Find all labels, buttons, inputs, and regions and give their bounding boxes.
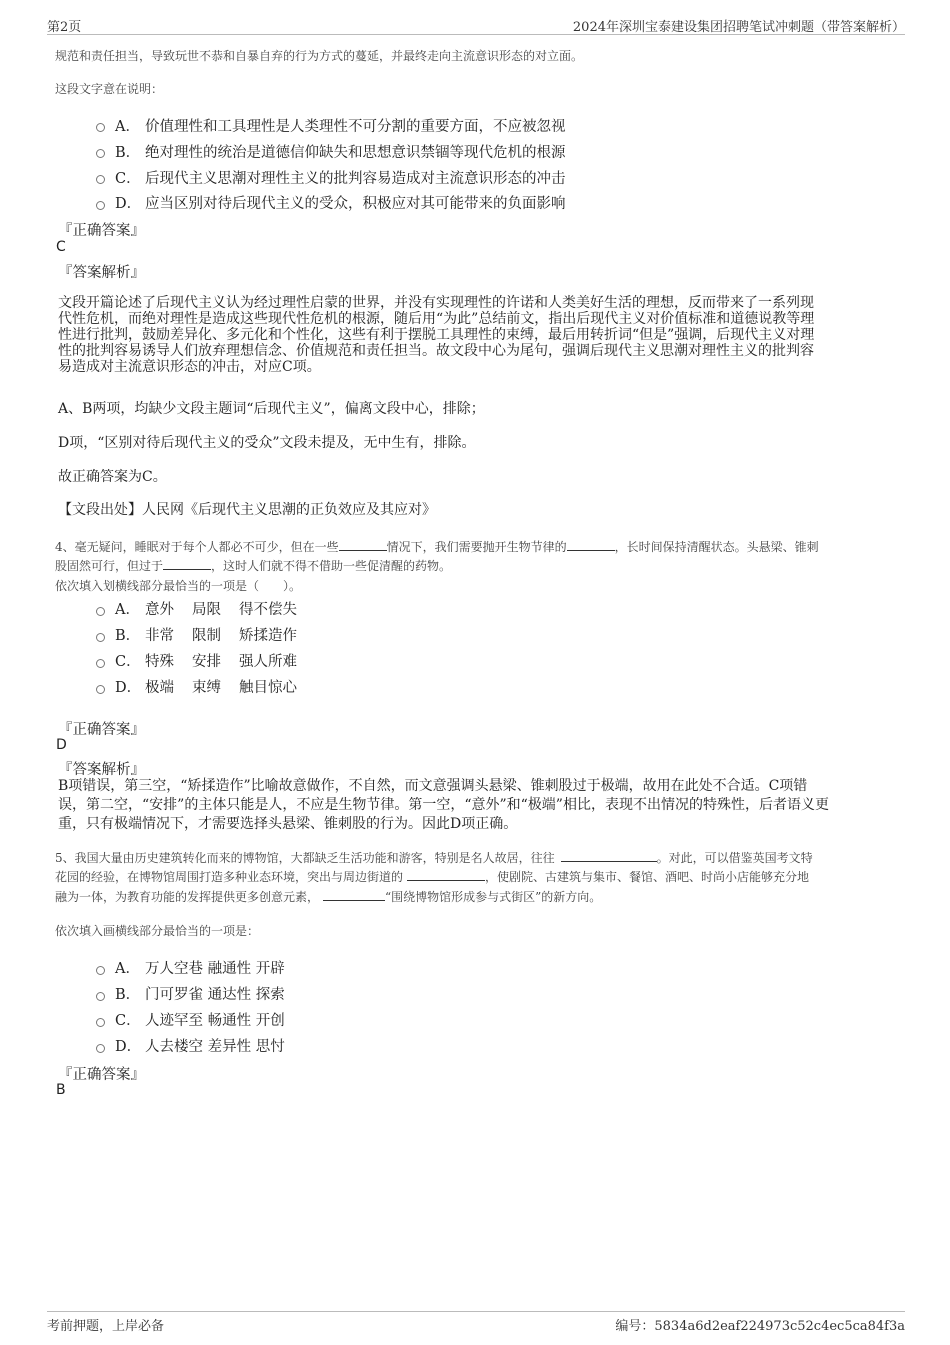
option-q4-a[interactable] xyxy=(115,598,297,619)
blank-line xyxy=(163,557,211,570)
document-id: 编号：5834a6d2eaf224973c52c4ec5ca84f3a xyxy=(615,1319,905,1334)
option-word: 触目惊心 xyxy=(239,680,297,696)
q4-answer: D xyxy=(56,737,67,753)
option-q4-b[interactable] xyxy=(115,624,297,645)
q3-note-ab: A、B两项，均缺少文段主题词“后现代主义”，偏离文段中心，排除； xyxy=(58,401,485,417)
option-word: 极端 xyxy=(145,680,174,696)
option-word: 局限 xyxy=(192,602,221,618)
stem-text: ，这时人们就不得不借助一些促清醒的药物。 xyxy=(211,559,452,573)
stem-text: ，长时间保持清醒状态。头悬梁、锥刺 xyxy=(614,540,819,554)
option-word: 安排 xyxy=(192,654,221,670)
stem-text: “围绕博物馆形成参与式街区”的新方向。 xyxy=(385,890,602,904)
option-text: 绝对理性的统治是道德信仰缺失和思想意识禁锢等现代危机的根源 xyxy=(145,145,566,161)
stem-text: 4、毫无疑问，睡眠对于每个人都必不可少，但在一些 xyxy=(55,540,339,554)
option-q5-a[interactable] xyxy=(115,957,285,978)
option-q4-d[interactable] xyxy=(115,676,297,697)
q4-analysis-heading: 『答案解析』 xyxy=(58,762,145,778)
analysis-line: B项错误，第三空，“矫揉造作”比喻故意做作，不自然，而文意强调头悬梁、锥刺股过于极端，故用在此处不合适。C项错 xyxy=(58,778,808,794)
option-word: 得不偿失 xyxy=(239,602,297,618)
stem-text: 花园的经验，在博物馆周围打造多种业态环境，突出与周边街道的 xyxy=(55,870,404,884)
analysis-line: 性的批判容易诱导人们放弃理想信念、价值规范和责任担当。故文段中心为尾句，强调后现代主义思潮对理性主义的批判容 xyxy=(58,343,814,359)
q4-stem-line1 xyxy=(55,538,819,555)
document-title: 2024年深圳宝泰建设集团招聘笔试冲刺题（带答案解析） xyxy=(572,20,905,35)
stem-text: 融为一体，为教育功能的发挥提供更多创意元素， xyxy=(55,890,320,904)
option-q3-b[interactable] xyxy=(115,141,566,162)
option-word: 限制 xyxy=(192,628,221,644)
blank-line xyxy=(323,888,385,901)
option-word: 非常 xyxy=(145,628,174,644)
q4-prompt: 依次填入划横线部分最恰当的一项是（ ）。 xyxy=(55,579,302,593)
q3-note-d: D项，“区别对待后现代主义的受众”文段未提及，无中生有，排除。 xyxy=(58,435,476,451)
option-label: C． xyxy=(115,654,141,670)
page-header xyxy=(47,14,905,35)
radio-q3-d[interactable] xyxy=(96,201,105,210)
q5-answer: B xyxy=(56,1082,66,1098)
option-text: 人迹罕至 畅通性 开创 xyxy=(145,1013,285,1029)
option-q3-c[interactable] xyxy=(115,167,566,188)
analysis-line: 代性危机，而绝对理性是造成这些现代性危机的根源，随后用“为此”总结前文，指出后现代主义对价值标准和道德说教等理 xyxy=(58,311,815,327)
stem-text: ，使剧院、古建筑与集市、餐馆、酒吧、时尚小店能够充分地 xyxy=(485,870,810,884)
option-text: 人去楼空 差异性 思忖 xyxy=(145,1039,285,1055)
option-label: B． xyxy=(115,145,141,161)
radio-q4-c[interactable] xyxy=(96,659,105,668)
option-text: 后现代主义思潮对理性主义的批判容易造成对主流意识形态的冲击 xyxy=(145,171,566,187)
option-q5-d[interactable] xyxy=(115,1035,285,1056)
q4-analysis-body xyxy=(58,777,898,834)
option-label: A． xyxy=(115,961,140,977)
stem-text: 。对此，可以借鉴英国考文特 xyxy=(656,851,813,865)
analysis-line: 误，第二空，“安排”的主体只能是人，不应是生物节律。第一空，“意外”和“极端”相比，表现不出情况的特殊性，后者语义更 xyxy=(58,797,829,813)
option-q3-a[interactable] xyxy=(115,115,566,136)
q3-answer-heading: 『正确答案』 xyxy=(58,223,145,239)
option-text: 应当区别对待后现代主义的受众，积极应对其可能带来的负面影响 xyxy=(145,196,566,212)
q5-answer-heading: 『正确答案』 xyxy=(58,1067,145,1083)
q5-prompt: 依次填入画横线部分最恰当的一项是： xyxy=(55,924,260,938)
blank-line xyxy=(567,538,615,551)
q3-source: 【文段出处】人民网《后现代主义思潮的正负效应及其应对》 xyxy=(58,502,436,518)
footer-slogan: 考前押题，上岸必备 xyxy=(47,1319,165,1334)
blank-line xyxy=(407,868,485,881)
option-word: 意外 xyxy=(145,602,174,618)
option-text: 万人空巷 融通性 开辟 xyxy=(145,961,285,977)
option-label: B． xyxy=(115,987,141,1003)
q5-stem-line3 xyxy=(55,888,601,905)
option-word: 矫揉造作 xyxy=(239,628,297,644)
stem-text: 5、我国大量由历史建筑转化而来的博物馆，大都缺乏生活功能和游客，特别是名人故居，往往 xyxy=(55,851,555,865)
radio-q5-a[interactable] xyxy=(96,966,105,975)
option-word: 束缚 xyxy=(192,680,221,696)
q3-prompt: 这段文字意在说明： xyxy=(55,82,164,96)
radio-q3-c[interactable] xyxy=(96,175,105,184)
q3-stem-tail: 规范和责任担当，导致玩世不恭和自暴自弃的行为方式的蔓延，并最终走向主流意识形态的对立面。 xyxy=(55,49,584,63)
page-number: 第2页 xyxy=(47,20,82,35)
option-label: D． xyxy=(115,196,142,212)
q4-answer-heading: 『正确答案』 xyxy=(58,722,145,738)
q3-analysis-body xyxy=(58,295,898,375)
option-label: A． xyxy=(115,602,140,618)
q5-stem-line2 xyxy=(55,868,809,885)
option-label: A． xyxy=(115,119,140,135)
q3-analysis-heading: 『答案解析』 xyxy=(58,265,145,281)
option-label: B． xyxy=(115,628,141,644)
stem-text: 股固然可行，但过于 xyxy=(55,559,164,573)
option-label: C． xyxy=(115,1013,141,1029)
analysis-line: 重，只有极端情况下，才需要选择头悬梁、锥刺股的行为。因此D项正确。 xyxy=(58,816,518,832)
q3-conclusion: 故正确答案为C。 xyxy=(58,469,167,485)
option-label: C． xyxy=(115,171,141,187)
option-q5-c[interactable] xyxy=(115,1009,285,1030)
page-footer xyxy=(47,1311,905,1334)
radio-q4-d[interactable] xyxy=(96,685,105,694)
option-word: 强人所难 xyxy=(239,654,297,670)
analysis-line: 性进行批判，鼓励差异化、多元化和个性化，这些有利于摆脱工具理性的束缚，最后用转折词“但是”强调，后现代主义对理 xyxy=(58,327,815,343)
radio-q5-d[interactable] xyxy=(96,1044,105,1053)
option-text: 价值理性和工具理性是人类理性不可分割的重要方面，不应被忽视 xyxy=(145,119,566,135)
radio-q4-b[interactable] xyxy=(96,633,105,642)
option-label: D． xyxy=(115,1039,142,1055)
radio-q3-a[interactable] xyxy=(96,123,105,132)
radio-q4-a[interactable] xyxy=(96,607,105,616)
q3-answer: C xyxy=(56,239,66,255)
radio-q5-c[interactable] xyxy=(96,1018,105,1027)
option-q5-b[interactable] xyxy=(115,983,285,1004)
option-q3-d[interactable] xyxy=(115,192,566,213)
q4-stem-line2 xyxy=(55,557,451,574)
option-word: 特殊 xyxy=(145,654,174,670)
stem-text: 情况下，我们需要抛开生物节律的 xyxy=(386,540,567,554)
q5-stem-line1 xyxy=(55,849,813,866)
analysis-line: 文段开篇论述了后现代主义认为经过理性启蒙的世界，并没有实现理性的许诺和人类美好生活的理想，反而带来了一系列现 xyxy=(58,295,814,311)
blank-line xyxy=(339,538,387,551)
option-label: D． xyxy=(115,680,142,696)
radio-q5-b[interactable] xyxy=(96,992,105,1001)
blank-line xyxy=(561,849,657,862)
analysis-line: 易造成对主流意识形态的冲击，对应C项。 xyxy=(58,359,321,375)
radio-q3-b[interactable] xyxy=(96,149,105,158)
option-q4-c[interactable] xyxy=(115,650,297,671)
option-text: 门可罗雀 通达性 探索 xyxy=(145,987,285,1003)
